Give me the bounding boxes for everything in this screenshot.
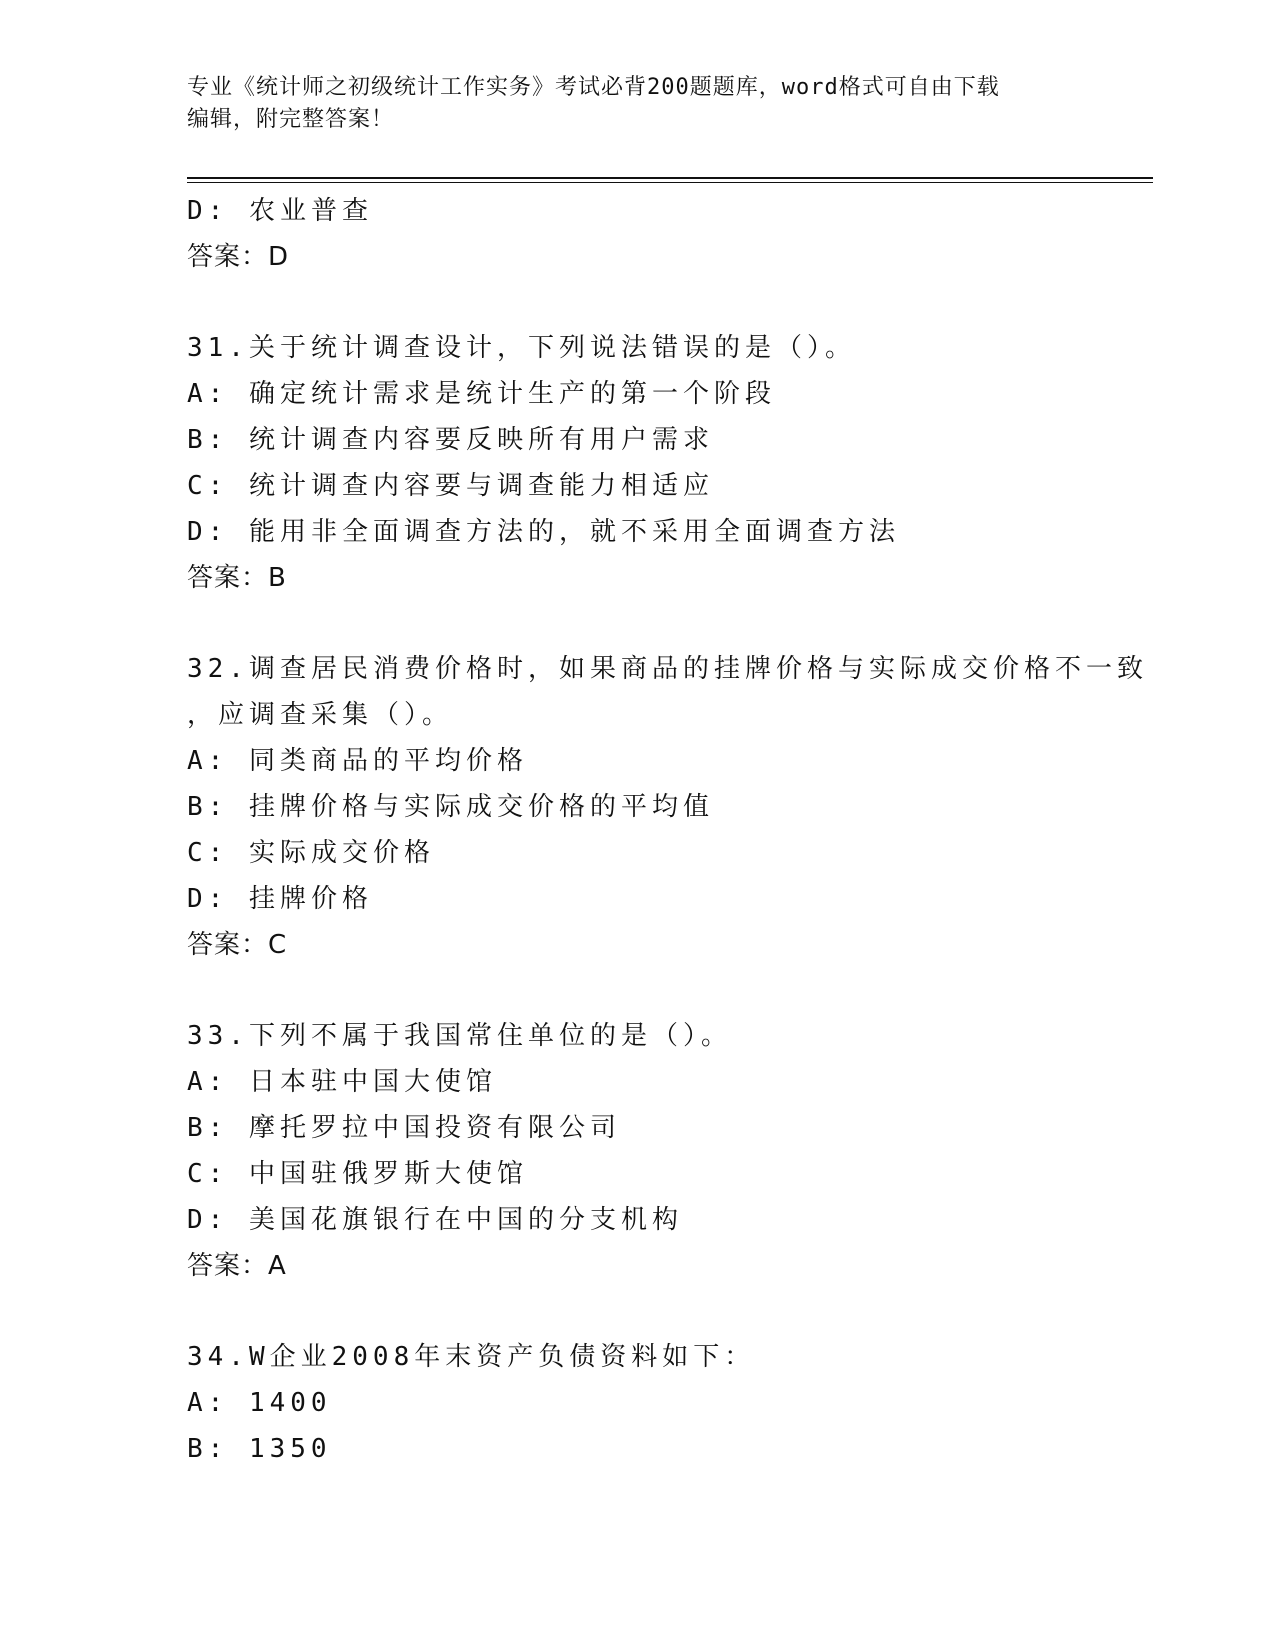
option-d: D: 能用非全面调查方法的，就不采用全面调查方法 <box>187 517 900 547</box>
option-c: C: 实际成交价格 <box>187 838 435 868</box>
answer-label: 答案：C <box>187 930 288 960</box>
question-stem: 34.W企业2008年末资产负债资料如下： <box>187 1342 756 1372</box>
option-a: A: 日本驻中国大使馆 <box>187 1067 497 1097</box>
header-rule-thick <box>187 177 1153 179</box>
option-a: A: 确定统计需求是统计生产的第一个阶段 <box>187 379 776 409</box>
answer-label: 答案：A <box>187 1251 287 1281</box>
option-b: B: 统计调查内容要反映所有用户需求 <box>187 425 714 455</box>
question-stem: 32.调查居民消费价格时，如果商品的挂牌价格与实际成交价格不一致 <box>187 654 1148 684</box>
option-c: C: 统计调查内容要与调查能力相适应 <box>187 471 714 501</box>
option-a: A: 1400 <box>187 1388 332 1418</box>
document-header <box>187 72 1087 136</box>
option-d: D: 挂牌价格 <box>187 884 373 914</box>
question-stem: 31.关于统计调查设计，下列说法错误的是（）。 <box>187 333 856 363</box>
question-stem: 33.下列不属于我国常住单位的是（）。 <box>187 1021 732 1051</box>
question-stem-continued: ，应调查采集（）。 <box>187 700 454 730</box>
option-a: A: 同类商品的平均价格 <box>187 746 528 776</box>
header-line-1: 专业《统计师之初级统计工作实务》考试必背200题题库，word格式可自由下载 <box>187 75 1000 100</box>
answer-label: 答案：D <box>187 242 290 272</box>
document-body <box>187 188 1153 1472</box>
option-b: B: 挂牌价格与实际成交价格的平均值 <box>187 792 714 822</box>
option-b: B: 摩托罗拉中国投资有限公司 <box>187 1113 621 1143</box>
option-d: D: 美国花旗银行在中国的分支机构 <box>187 1205 683 1235</box>
answer-label: 答案：B <box>187 563 287 593</box>
option-c: C: 中国驻俄罗斯大使馆 <box>187 1159 528 1189</box>
option-b: B: 1350 <box>187 1434 332 1464</box>
option-d: D: 农业普查 <box>187 196 373 226</box>
header-rule-thin <box>187 182 1153 183</box>
header-line-2: 编辑，附完整答案！ <box>187 107 395 132</box>
